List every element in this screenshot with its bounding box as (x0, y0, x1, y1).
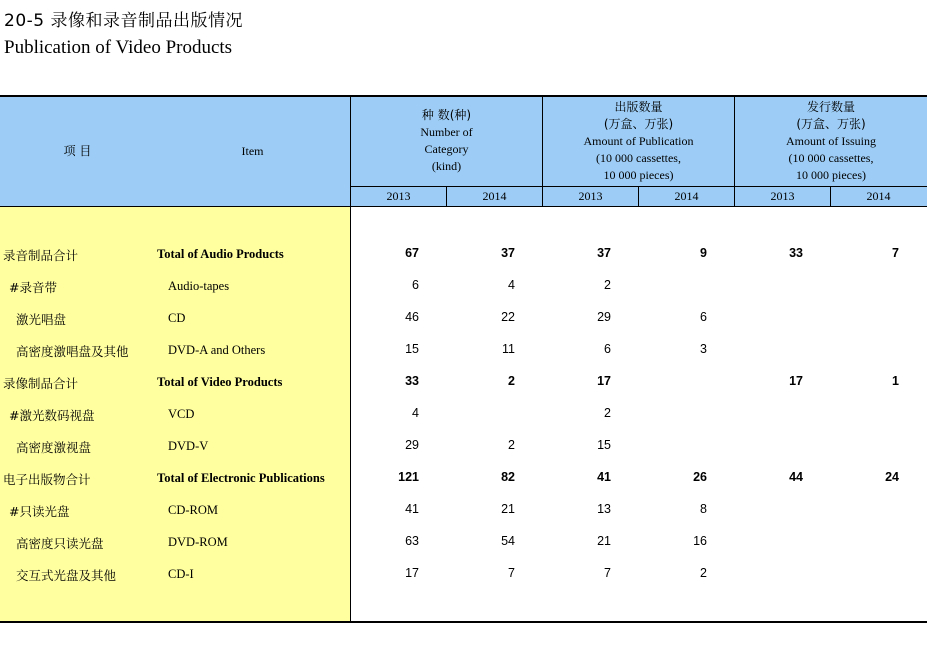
cell-value: 82 (501, 470, 515, 484)
header-item-english: Item (241, 144, 264, 158)
cell-value: 6 (412, 278, 419, 292)
cell-value: 11 (502, 342, 515, 356)
year-label: 2014 (866, 189, 891, 203)
header-issuing-amount: 发行数量 (万盒、万张) Amount of Issuing (10 000 cassettes, 10 000 pieces) (786, 100, 876, 182)
row-label-chinese: 高密度只读光盘 (16, 536, 104, 551)
cell-value: 16 (693, 534, 707, 548)
year-row-rule (350, 186, 927, 187)
cell-value: 121 (398, 470, 419, 484)
cell-value: 44 (789, 470, 803, 484)
year-label: 2013 (770, 189, 795, 203)
cell-value: 7 (604, 566, 611, 580)
row-label-chinese: #只读光盘 (9, 504, 70, 519)
cell-value: 6 (604, 342, 611, 356)
row-label-english: Total of Video Products (157, 375, 283, 389)
cell-value: 2 (604, 278, 611, 292)
row-label-chinese: #录音带 (9, 280, 57, 295)
table-title-english: Publication of Video Products (4, 37, 233, 58)
table-row (0, 399, 927, 431)
row-label-english: DVD-V (168, 439, 209, 453)
cell-value: 15 (405, 342, 419, 356)
cell-value: 21 (597, 534, 611, 548)
table-row (0, 367, 927, 399)
header-item-chinese: 项 目 (63, 144, 92, 158)
cell-value: 24 (885, 470, 899, 484)
cell-value: 29 (597, 310, 611, 324)
cell-value: 29 (405, 438, 419, 452)
row-label-english: Total of Electronic Publications (157, 471, 325, 485)
table-row (0, 239, 927, 271)
cell-value: 37 (597, 246, 611, 260)
cell-value: 7 (892, 246, 899, 260)
cell-value: 33 (405, 374, 419, 388)
table-row (0, 463, 927, 495)
table-bottom-rule (0, 621, 927, 623)
cell-value: 67 (405, 246, 419, 260)
cell-value: 46 (405, 310, 419, 324)
cell-value: 21 (501, 502, 515, 516)
row-label-english: VCD (168, 407, 195, 421)
table-title-chinese: 20-5 录像和录音制品出版情况 (4, 11, 243, 31)
row-label-chinese: 交互式光盘及其他 (16, 568, 117, 583)
header-category-count: 种 数(种) Number of Category (kind) (420, 108, 473, 173)
cell-value: 2 (700, 566, 707, 580)
cell-value: 6 (700, 310, 707, 324)
table-row (0, 527, 927, 559)
year-label: 2014 (674, 189, 699, 203)
row-label-english: CD (168, 311, 186, 325)
table-row (0, 431, 927, 463)
row-label-english: CD-ROM (168, 503, 219, 517)
cell-value: 63 (405, 534, 419, 548)
row-label-english: DVD-A and Others (168, 343, 266, 357)
year-label: 2013 (386, 189, 411, 203)
table-row (0, 303, 927, 335)
row-label-chinese: 录音制品合计 (3, 248, 79, 263)
row-label-chinese: 电子出版物合计 (3, 472, 91, 487)
cell-value: 41 (597, 470, 611, 484)
cell-value: 26 (693, 470, 707, 484)
cell-value: 3 (700, 342, 707, 356)
cell-value: 1 (892, 374, 899, 388)
cell-value: 22 (501, 310, 515, 324)
cell-value: 41 (405, 502, 419, 516)
cell-value: 37 (501, 246, 515, 260)
row-label-chinese: #激光数码视盘 (9, 408, 95, 423)
table-row (0, 495, 927, 527)
table-row (0, 271, 927, 303)
row-label-chinese: 激光唱盘 (16, 312, 67, 327)
cell-value: 15 (597, 438, 611, 452)
cell-value: 17 (405, 566, 419, 580)
cell-value: 13 (597, 502, 611, 516)
cell-value: 9 (700, 246, 707, 260)
row-label-english: DVD-ROM (168, 535, 228, 549)
row-label-english: Audio-tapes (168, 279, 230, 293)
year-label: 2014 (482, 189, 507, 203)
cell-value: 17 (789, 374, 803, 388)
cell-value: 8 (700, 502, 707, 516)
cell-value: 33 (789, 246, 803, 260)
row-label-chinese: 高密度激唱盘及其他 (16, 344, 129, 359)
row-label-chinese: 高密度激视盘 (16, 440, 92, 455)
row-label-english: CD-I (168, 567, 194, 581)
cell-value: 54 (501, 534, 515, 548)
row-label-chinese: 录像制品合计 (3, 376, 79, 391)
cell-value: 2 (604, 406, 611, 420)
row-label-english: Total of Audio Products (157, 247, 284, 261)
cell-value: 7 (508, 566, 515, 580)
table-row (0, 559, 927, 591)
year-label: 2013 (578, 189, 603, 203)
cell-value: 4 (508, 278, 515, 292)
header-publication-amount: 出版数量 (万盒、万张) Amount of Publication (10 000 cassettes, 10 000 pieces) (583, 100, 694, 182)
cell-value: 2 (508, 374, 515, 388)
cell-value: 2 (508, 438, 515, 452)
cell-value: 4 (412, 406, 419, 420)
cell-value: 17 (597, 374, 611, 388)
table-row (0, 335, 927, 367)
